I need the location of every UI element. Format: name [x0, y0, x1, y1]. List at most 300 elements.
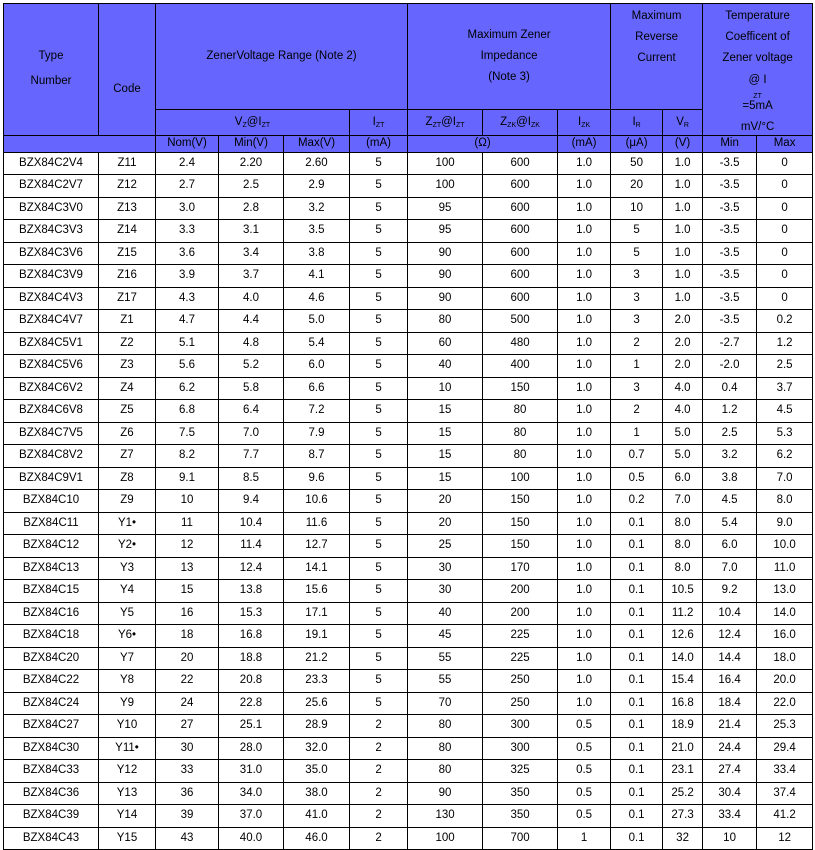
cell-vz-max: 10.6: [284, 490, 350, 513]
cell-zzt: 40: [408, 602, 483, 625]
cell-zzk: 200: [483, 602, 558, 625]
cell-vr: 2.0: [663, 310, 703, 333]
cell-vr: 32: [663, 827, 703, 850]
cell-zzt: 55: [408, 670, 483, 693]
cell-tc-min: 24.4: [703, 737, 757, 760]
cell-izk: 0.5: [558, 737, 611, 760]
cell-zzt: 80: [408, 737, 483, 760]
cell-izk: 1.0: [558, 557, 611, 580]
cell-tc-min: 3.2: [703, 445, 757, 468]
cell-tc-min: -3.5: [703, 287, 757, 310]
cell-tc-min: -3.5: [703, 197, 757, 220]
cell-tc-min: 10: [703, 827, 757, 850]
cell-vz-max: 8.7: [284, 445, 350, 468]
cell-zzt: 20: [408, 490, 483, 513]
cell-zzk: 350: [483, 782, 558, 805]
cell-vz-min: 34.0: [219, 782, 284, 805]
cell-tc-min: 27.4: [703, 760, 757, 783]
cell-vz-min: 40.0: [219, 827, 284, 850]
cell-zzk: 250: [483, 692, 558, 715]
cell-vz-max: 46.0: [284, 827, 350, 850]
cell-zzk: 80: [483, 445, 558, 468]
header-max-reverse-current: Maximum Reverse Current: [611, 4, 703, 110]
table-row: [4, 422, 813, 445]
cell-code: Z2: [99, 332, 156, 355]
table-header: [4, 4, 813, 153]
cell-zzk: 80: [483, 400, 558, 423]
cell-zzk: 150: [483, 512, 558, 535]
cell-vr: 1.0: [663, 287, 703, 310]
header-ir: $I_R$: [611, 109, 663, 135]
cell-zzt: 60: [408, 332, 483, 355]
cell-vz-max: 5.4: [284, 332, 350, 355]
cell-code: Z14: [99, 220, 156, 243]
header-vz: $V_Z@I_{ZT}$: [156, 109, 350, 135]
cell-zzk: 150: [483, 377, 558, 400]
cell-izt: 5: [350, 242, 408, 265]
cell-vz-min: 4.4: [219, 310, 284, 333]
cell-type-number: BZX84C9V1: [4, 467, 99, 490]
cell-vr: 25.2: [663, 782, 703, 805]
cell-vz-nom: 3.0: [156, 197, 219, 220]
cell-code: Z13: [99, 197, 156, 220]
cell-izt: 2: [350, 760, 408, 783]
cell-type-number: BZX84C10: [4, 490, 99, 513]
unit-izk: (mA): [558, 135, 611, 152]
cell-vz-nom: 36: [156, 782, 219, 805]
table-row: [4, 355, 813, 378]
cell-izt: 5: [350, 400, 408, 423]
cell-vr: 5.0: [663, 422, 703, 445]
cell-vz-nom: 39: [156, 805, 219, 828]
cell-vz-nom: 3.6: [156, 242, 219, 265]
cell-izt: 5: [350, 355, 408, 378]
cell-tc-max: 2.5: [757, 355, 813, 378]
cell-zzt: 20: [408, 512, 483, 535]
cell-izt: 5: [350, 557, 408, 580]
cell-code: Y9: [99, 692, 156, 715]
cell-izk: 1.0: [558, 445, 611, 468]
cell-vz-max: 7.2: [284, 400, 350, 423]
cell-vz-nom: 10: [156, 490, 219, 513]
cell-vz-max: 12.7: [284, 535, 350, 558]
cell-zzt: 95: [408, 197, 483, 220]
table-row: [4, 760, 813, 783]
cell-zzk: 600: [483, 152, 558, 175]
cell-tc-min: 6.0: [703, 535, 757, 558]
cell-tc-min: -3.5: [703, 175, 757, 198]
cell-vr: 4.0: [663, 400, 703, 423]
cell-zzk: 170: [483, 557, 558, 580]
cell-izk: 0.5: [558, 760, 611, 783]
cell-zzt: 40: [408, 355, 483, 378]
cell-izk: 1.0: [558, 602, 611, 625]
cell-vz-nom: 7.5: [156, 422, 219, 445]
cell-zzt: 25: [408, 535, 483, 558]
cell-zzt: 30: [408, 580, 483, 603]
cell-tc-min: -3.5: [703, 310, 757, 333]
table-row: [4, 625, 813, 648]
table-row: [4, 602, 813, 625]
cell-type-number: BZX84C5V1: [4, 332, 99, 355]
cell-izt: 5: [350, 692, 408, 715]
cell-type-number: BZX84C2V7: [4, 175, 99, 198]
unit-max: Max(V): [284, 135, 350, 152]
cell-ir: 3: [611, 287, 663, 310]
cell-ir: 3: [611, 310, 663, 333]
cell-code: Y3: [99, 557, 156, 580]
cell-tc-max: 7.0: [757, 467, 813, 490]
cell-vz-min: 16.8: [219, 625, 284, 648]
cell-tc-max: 41.2: [757, 805, 813, 828]
cell-zzt: 30: [408, 557, 483, 580]
cell-zzt: 90: [408, 782, 483, 805]
cell-zzk: 600: [483, 175, 558, 198]
cell-vz-max: 15.6: [284, 580, 350, 603]
cell-izt: 5: [350, 377, 408, 400]
cell-tc-min: 3.8: [703, 467, 757, 490]
cell-tc-min: 12.4: [703, 625, 757, 648]
cell-type-number: BZX84C4V3: [4, 287, 99, 310]
cell-ir: 0.1: [611, 760, 663, 783]
cell-code: Y2•: [99, 535, 156, 558]
temp-coeff-condition: @ I $_{ZT}$ =5mA: [742, 73, 773, 113]
table-row: [4, 692, 813, 715]
cell-code: Z7: [99, 445, 156, 468]
table-row: [4, 670, 813, 693]
cell-code: Z1: [99, 310, 156, 333]
cell-izk: 0.5: [558, 782, 611, 805]
cell-izt: 5: [350, 670, 408, 693]
cell-zzt: 80: [408, 760, 483, 783]
cell-izt: 5: [350, 197, 408, 220]
cell-type-number: BZX84C6V2: [4, 377, 99, 400]
cell-izt: 5: [350, 220, 408, 243]
cell-vz-min: 3.4: [219, 242, 284, 265]
cell-tc-max: 0: [757, 175, 813, 198]
cell-type-number: BZX84C30: [4, 737, 99, 760]
cell-type-number: BZX84C27: [4, 715, 99, 738]
cell-zzt: 95: [408, 220, 483, 243]
cell-vr: 14.0: [663, 647, 703, 670]
unit-min: Min(V): [219, 135, 284, 152]
cell-vz-min: 4.0: [219, 287, 284, 310]
cell-ir: 1: [611, 422, 663, 445]
cell-vz-nom: 15: [156, 580, 219, 603]
table-row: [4, 827, 813, 850]
unit-ir: (μA): [611, 135, 663, 152]
cell-type-number: BZX84C36: [4, 782, 99, 805]
cell-vz-nom: 9.1: [156, 467, 219, 490]
cell-vz-nom: 4.7: [156, 310, 219, 333]
cell-ir: 50: [611, 152, 663, 175]
cell-vz-max: 4.6: [284, 287, 350, 310]
cell-zzt: 15: [408, 400, 483, 423]
cell-zzt: 70: [408, 692, 483, 715]
cell-zzt: 15: [408, 422, 483, 445]
cell-tc-max: 25.3: [757, 715, 813, 738]
table-row: [4, 512, 813, 535]
cell-vr: 1.0: [663, 175, 703, 198]
cell-vz-min: 13.8: [219, 580, 284, 603]
cell-izt: 5: [350, 152, 408, 175]
cell-vz-min: 3.1: [219, 220, 284, 243]
cell-tc-max: 4.5: [757, 400, 813, 423]
cell-vr: 8.0: [663, 535, 703, 558]
cell-tc-max: 0: [757, 197, 813, 220]
cell-izk: 1.0: [558, 670, 611, 693]
cell-izk: 1.0: [558, 580, 611, 603]
cell-vz-min: 10.4: [219, 512, 284, 535]
cell-tc-max: 8.0: [757, 490, 813, 513]
cell-izt: 5: [350, 580, 408, 603]
cell-tc-min: 9.2: [703, 580, 757, 603]
cell-vz-min: 18.8: [219, 647, 284, 670]
cell-vz-nom: 2.7: [156, 175, 219, 198]
cell-vz-max: 35.0: [284, 760, 350, 783]
cell-vr: 23.1: [663, 760, 703, 783]
table-row: [4, 400, 813, 423]
unit-tc-min: Min: [703, 135, 757, 152]
cell-tc-max: 0: [757, 242, 813, 265]
cell-tc-min: 1.2: [703, 400, 757, 423]
cell-zzk: 350: [483, 805, 558, 828]
cell-vz-min: 31.0: [219, 760, 284, 783]
cell-vz-min: 12.4: [219, 557, 284, 580]
cell-ir: 0.1: [611, 737, 663, 760]
cell-izt: 5: [350, 265, 408, 288]
cell-vz-min: 6.4: [219, 400, 284, 423]
cell-ir: 0.1: [611, 692, 663, 715]
cell-zzk: 200: [483, 580, 558, 603]
cell-vr: 1.0: [663, 152, 703, 175]
cell-ir: 0.1: [611, 805, 663, 828]
table-row: [4, 265, 813, 288]
cell-vr: 12.6: [663, 625, 703, 648]
cell-code: Z17: [99, 287, 156, 310]
cell-type-number: BZX84C39: [4, 805, 99, 828]
cell-type-number: BZX84C7V5: [4, 422, 99, 445]
cell-vz-min: 2.8: [219, 197, 284, 220]
cell-tc-max: 6.2: [757, 445, 813, 468]
cell-tc-min: 4.5: [703, 490, 757, 513]
cell-vz-nom: 12: [156, 535, 219, 558]
cell-type-number: BZX84C33: [4, 760, 99, 783]
cell-vz-max: 6.0: [284, 355, 350, 378]
unit-izt: (mA): [350, 135, 408, 152]
cell-code: Z4: [99, 377, 156, 400]
cell-zzt: 10: [408, 377, 483, 400]
cell-tc-min: 33.4: [703, 805, 757, 828]
cell-vz-nom: 30: [156, 737, 219, 760]
cell-izk: 1.0: [558, 535, 611, 558]
cell-izt: 5: [350, 310, 408, 333]
cell-vr: 4.0: [663, 377, 703, 400]
cell-zzt: 100: [408, 827, 483, 850]
cell-code: Y6•: [99, 625, 156, 648]
cell-izt: 2: [350, 737, 408, 760]
cell-type-number: BZX84C2V4: [4, 152, 99, 175]
cell-code: Y13: [99, 782, 156, 805]
cell-ir: 0.1: [611, 580, 663, 603]
table-row: [4, 310, 813, 333]
cell-vz-nom: 6.8: [156, 400, 219, 423]
cell-vz-max: 14.1: [284, 557, 350, 580]
cell-izt: 5: [350, 175, 408, 198]
cell-code: Z16: [99, 265, 156, 288]
cell-type-number: BZX84C3V0: [4, 197, 99, 220]
cell-code: Z15: [99, 242, 156, 265]
cell-izk: 1.0: [558, 467, 611, 490]
cell-vr: 1.0: [663, 220, 703, 243]
cell-vz-nom: 11: [156, 512, 219, 535]
cell-ir: 0.1: [611, 557, 663, 580]
cell-tc-max: 0: [757, 287, 813, 310]
cell-vz-max: 7.9: [284, 422, 350, 445]
header-type-number: Type Number: [4, 4, 99, 136]
cell-code: Y7: [99, 647, 156, 670]
cell-ir: 3: [611, 265, 663, 288]
cell-izk: 1.0: [558, 512, 611, 535]
cell-izt: 5: [350, 512, 408, 535]
cell-zzt: 45: [408, 625, 483, 648]
cell-type-number: BZX84C20: [4, 647, 99, 670]
table-row: [4, 535, 813, 558]
header-max-zener-impedance: Maximum Zener Impedance (Note 3): [408, 4, 611, 110]
cell-tc-max: 5.3: [757, 422, 813, 445]
cell-izt: 5: [350, 535, 408, 558]
cell-zzk: 600: [483, 265, 558, 288]
cell-ir: 0.1: [611, 602, 663, 625]
cell-izk: 1.0: [558, 265, 611, 288]
cell-type-number: BZX84C3V9: [4, 265, 99, 288]
cell-zzk: 500: [483, 310, 558, 333]
header-code: Code: [99, 4, 156, 136]
cell-zzt: 90: [408, 287, 483, 310]
cell-tc-max: 20.0: [757, 670, 813, 693]
cell-tc-max: 9.0: [757, 512, 813, 535]
table-row: [4, 580, 813, 603]
cell-vz-max: 19.1: [284, 625, 350, 648]
cell-izt: 5: [350, 445, 408, 468]
cell-zzk: 150: [483, 490, 558, 513]
cell-vz-max: 41.0: [284, 805, 350, 828]
cell-code: Y4: [99, 580, 156, 603]
cell-vz-max: 2.9: [284, 175, 350, 198]
cell-vz-nom: 18: [156, 625, 219, 648]
cell-vr: 5.0: [663, 445, 703, 468]
header-izk: $I_{ZK}$: [558, 109, 611, 135]
cell-vz-nom: 6.2: [156, 377, 219, 400]
cell-tc-max: 3.7: [757, 377, 813, 400]
cell-vz-nom: 20: [156, 647, 219, 670]
table-row: [4, 715, 813, 738]
cell-type-number: BZX84C43: [4, 827, 99, 850]
cell-izk: 1.0: [558, 242, 611, 265]
cell-zzk: 480: [483, 332, 558, 355]
cell-tc-min: -3.5: [703, 220, 757, 243]
table-row: [4, 445, 813, 468]
cell-type-number: BZX84C24: [4, 692, 99, 715]
cell-vr: 15.4: [663, 670, 703, 693]
cell-ir: 20: [611, 175, 663, 198]
cell-izt: 5: [350, 647, 408, 670]
cell-vz-max: 38.0: [284, 782, 350, 805]
cell-code: Z9: [99, 490, 156, 513]
cell-ir: 2: [611, 400, 663, 423]
cell-tc-min: -2.7: [703, 332, 757, 355]
zener-spec-table: [3, 3, 813, 850]
cell-vz-nom: 13: [156, 557, 219, 580]
cell-izk: 1.0: [558, 377, 611, 400]
cell-izk: 0.5: [558, 805, 611, 828]
cell-vz-max: 5.0: [284, 310, 350, 333]
cell-zzt: 80: [408, 310, 483, 333]
cell-code: Z11: [99, 152, 156, 175]
cell-vz-nom: 8.2: [156, 445, 219, 468]
cell-zzt: 90: [408, 265, 483, 288]
cell-vr: 11.2: [663, 602, 703, 625]
cell-vz-max: 3.8: [284, 242, 350, 265]
unit-tc-max: Max: [757, 135, 813, 152]
cell-izt: 5: [350, 287, 408, 310]
cell-ir: 0.1: [611, 715, 663, 738]
cell-tc-max: 0: [757, 265, 813, 288]
cell-tc-min: -2.0: [703, 355, 757, 378]
cell-izk: 1.0: [558, 422, 611, 445]
cell-vz-min: 2.20: [219, 152, 284, 175]
cell-vz-max: 17.1: [284, 602, 350, 625]
cell-type-number: BZX84C5V6: [4, 355, 99, 378]
cell-vz-max: 11.6: [284, 512, 350, 535]
cell-izt: 2: [350, 805, 408, 828]
cell-zzk: 600: [483, 197, 558, 220]
cell-code: Z8: [99, 467, 156, 490]
cell-vr: 18.9: [663, 715, 703, 738]
cell-zzk: 600: [483, 220, 558, 243]
cell-vz-max: 3.5: [284, 220, 350, 243]
cell-vz-max: 25.6: [284, 692, 350, 715]
cell-izt: 5: [350, 625, 408, 648]
cell-vz-nom: 43: [156, 827, 219, 850]
cell-tc-min: 2.5: [703, 422, 757, 445]
cell-vr: 6.0: [663, 467, 703, 490]
cell-tc-max: 18.0: [757, 647, 813, 670]
cell-vz-nom: 24: [156, 692, 219, 715]
cell-ir: 0.1: [611, 512, 663, 535]
cell-zzk: 600: [483, 242, 558, 265]
cell-ir: 5: [611, 242, 663, 265]
cell-vr: 21.0: [663, 737, 703, 760]
cell-code: Z5: [99, 400, 156, 423]
cell-type-number: BZX84C3V3: [4, 220, 99, 243]
table-row: [4, 287, 813, 310]
cell-vz-max: 23.3: [284, 670, 350, 693]
cell-zzt: 100: [408, 175, 483, 198]
table-row: [4, 467, 813, 490]
cell-vr: 7.0: [663, 490, 703, 513]
cell-tc-min: 0.4: [703, 377, 757, 400]
cell-vz-min: 15.3: [219, 602, 284, 625]
cell-vz-min: 28.0: [219, 737, 284, 760]
cell-tc-max: 13.0: [757, 580, 813, 603]
cell-type-number: BZX84C6V8: [4, 400, 99, 423]
cell-code: Y12: [99, 760, 156, 783]
cell-vz-nom: 27: [156, 715, 219, 738]
cell-vr: 16.8: [663, 692, 703, 715]
cell-type-number: BZX84C8V2: [4, 445, 99, 468]
cell-izk: 1: [558, 827, 611, 850]
